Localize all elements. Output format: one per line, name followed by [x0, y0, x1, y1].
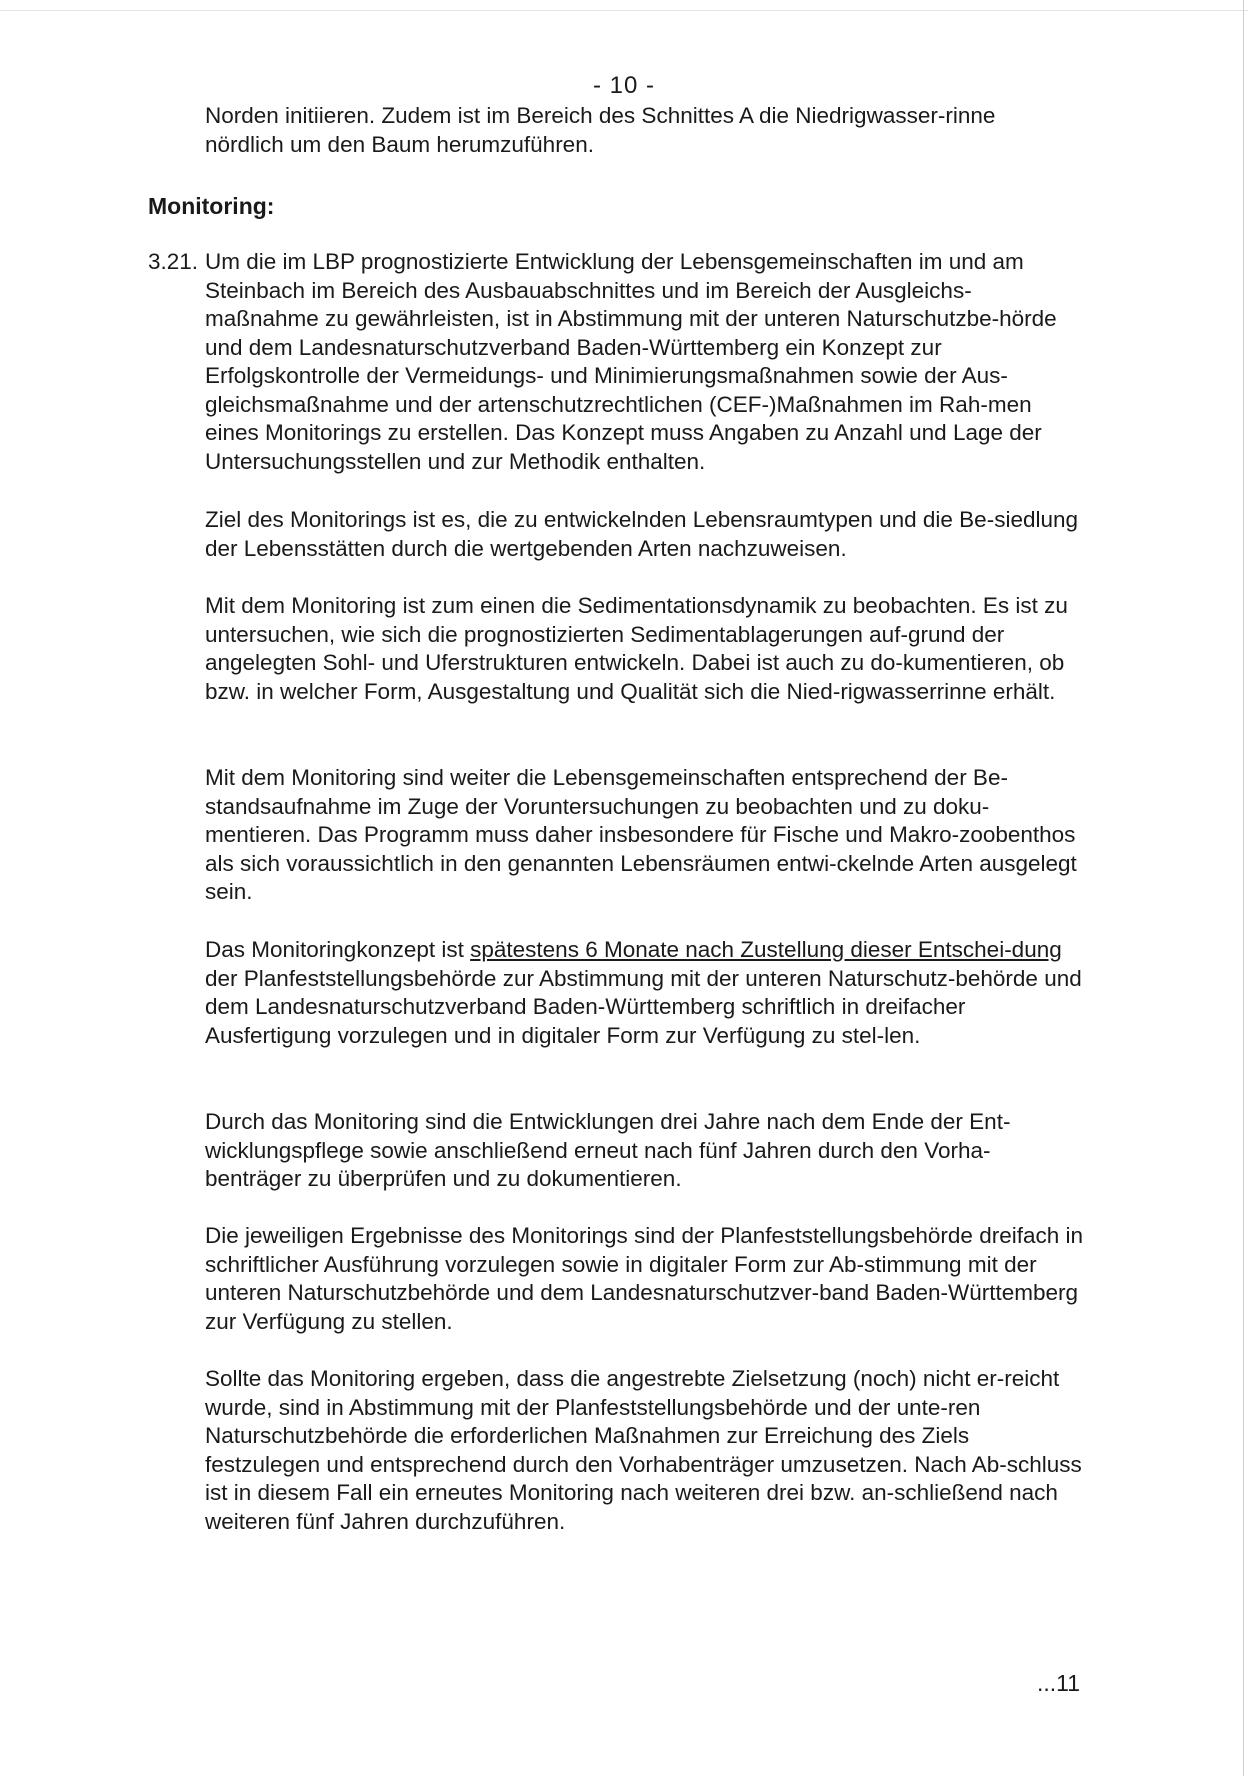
- deadline-text-after: der Planfeststellungsbehörde zur Abstimmung mit der unteren Naturschutz-behörde und dem Landesnaturschutzverband Baden-Württemberg schriftlich in dreifacher Ausfertigung vorzulegen und in digitaler Form zur Verfügung zu stel-len.: [205, 965, 1082, 1048]
- paragraph-corrective-measures: Sollte das Monitoring ergeben, dass die angestrebte Zielsetzung (noch) nicht er-reicht wurde, sind in Abstimmung mit der Planfeststellungsbehörde und der unte-ren Naturschutzbehörde die erforderlichen Maßnahmen zur Erreichung des Ziels festzulegen und entsprechend durch den Vorhabenträger umzusetzen. Nach Ab-schluss ist in diesem Fall ein erneutes Monitoring nach weiteren drei bzw. an-schließend nach weiteren fünf Jahren durchzuführen.: [205, 1366, 1082, 1534]
- deadline-underlined: spätestens 6 Monate nach Zustellung dieser Entschei-dung: [470, 937, 1062, 962]
- continuation-marker: ...11: [1036, 1670, 1080, 1696]
- section-heading: Monitoring:: [148, 193, 275, 219]
- scan-top-edge: [0, 10, 1248, 11]
- page-number: - 10 -: [592, 72, 655, 99]
- scan-right-edge: [1243, 0, 1244, 1776]
- paragraph-goal: Ziel des Monitorings ist es, die zu entwickelnden Lebensraumtypen und die Be-siedlung der Lebensstätten durch die wertgebenden Arten nachzuweisen.: [205, 507, 1079, 561]
- paragraph-deadline: [205, 936, 1085, 1050]
- carry-over-paragraph: Norden initiieren. Zudem ist im Bereich des Schnittes A die Niedrigwasser-rinne nördlich um den Baum herumzuführen.: [205, 103, 996, 157]
- paragraph-communities: Mit dem Monitoring sind weiter die Lebensgemeinschaften entsprechend der Be-standsaufnahme im Zuge der Voruntersuchungen zu beobachten und zu doku-mentieren. Das Programm muss daher insbesondere für Fische und Makro-zoobenthos als sich voraussichtlich in den genannten Lebensräumen entwi-ckelnde Arten ausgelegt sein.: [205, 765, 1077, 904]
- paragraph-sedimentation: Mit dem Monitoring ist zum einen die Sedimentationsdynamik zu beobachten. Es ist zu untersuchen, wie sich die prognostizierten Sedimentablagerungen auf-grund der angelegten Sohl- und Uferstrukturen entwickeln. Dabei ist auch zu do-kumentieren, ob bzw. in welcher Form, Ausgestaltung und Qualität sich die Nied-rigwasserrinne erhält.: [205, 593, 1068, 704]
- item-number: 3.21.: [148, 249, 199, 274]
- paragraph-results: Die jeweiligen Ergebnisse des Monitorings sind der Planfeststellungsbehörde dreifach in schriftlicher Ausführung vorzulegen sowie in digitaler Form zur Ab-stimmung mit der unteren Naturschutzbehörde und dem Landesnaturschutzver-band Baden-Württemberg zur Verfügung zu stellen.: [205, 1223, 1084, 1334]
- paragraph-review-schedule: Durch das Monitoring sind die Entwicklungen drei Jahre nach dem Ende der Ent-wicklungspflege sowie anschließend erneut nach fünf Jahren durch den Vorha-benträger zu überprüfen und zu dokumentieren.: [205, 1109, 1011, 1191]
- deadline-text-before: Das Monitoringkonzept ist: [205, 937, 471, 962]
- paragraph-intro: Um die im LBP prognostizierte Entwicklung der Lebensgemeinschaften im und am Steinbach im Bereich des Ausbauabschnittes und im Bereich der Ausgleichs-maßnahme zu gewährleisten, ist in Abstimmung mit der unteren Naturschutzbe-hörde und dem Landesnaturschutzverband Baden-Württemberg ein Konzept zur Erfolgskontrolle der Vermeidungs- und Minimierungsmaßnahmen sowie der Aus-gleichsmaßnahme und der artenschutzrechtlichen (CEF-)Maßnahmen im Rah-men eines Monitorings zu erstellen. Das Konzept muss Angaben zu Anzahl und Lage der Untersuchungsstellen und zur Methodik enthalten.: [205, 249, 1057, 474]
